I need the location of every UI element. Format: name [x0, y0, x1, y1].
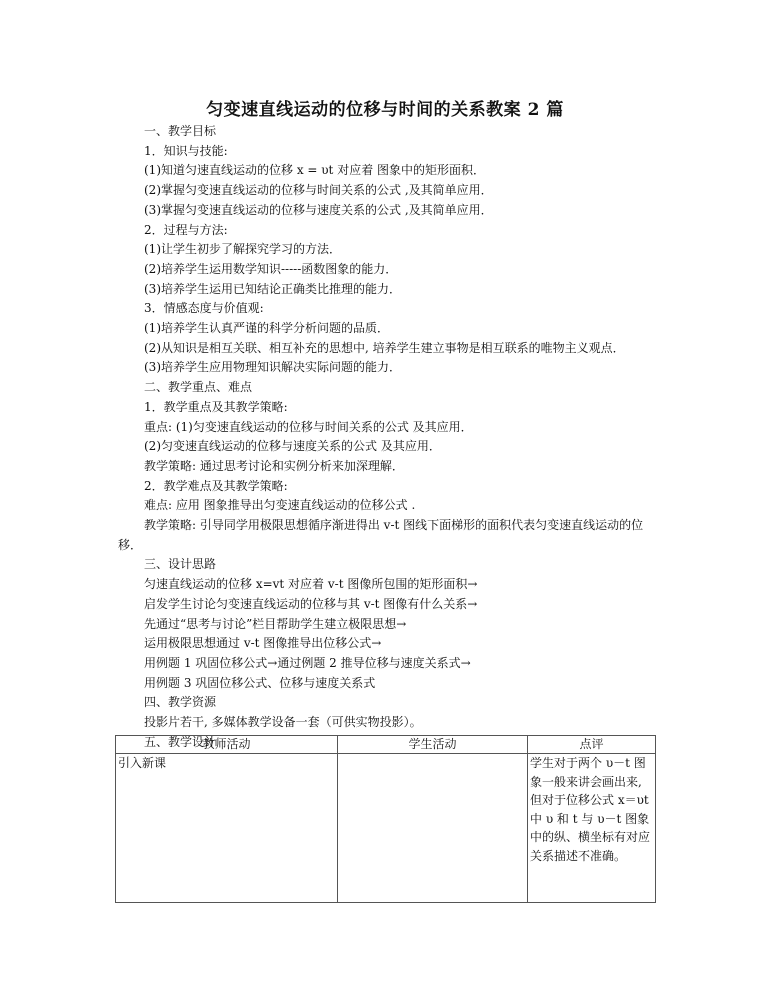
paragraph: (3)培养学生运用已知结论正确类比推理的能力．	[144, 281, 401, 296]
paragraph: 重点: (1)匀变速直线运动的位移与时间关系的公式 及其应用．	[144, 419, 473, 434]
section-heading: 一、教学目标	[144, 124, 217, 138]
paragraph: 用例题 3 巩固位移公式、位移与速度关系式	[144, 675, 376, 690]
section-heading: 三、设计思路	[144, 557, 217, 572]
header-teacher-activity: 教师活动	[116, 736, 338, 754]
subsection-heading: 3．情感态度与价值观:	[144, 301, 264, 316]
paragraph: (1)培养学生认真严谨的科学分析问题的品质．	[144, 321, 389, 336]
paragraph: 投影片若干, 多媒体教学设备一套（可供实物投影）。	[144, 715, 422, 730]
subsection-heading: 1．教学重点及其教学策略:	[144, 399, 288, 414]
paragraph: 启发学生讨论匀变速直线运动的位移与其 v-t 图像有什么关系→	[144, 596, 478, 611]
paragraph: 难点: 应用 图象推导出匀变速直线运动的位移公式 .	[144, 498, 416, 513]
section-heading: 四、教学资源	[144, 695, 217, 710]
document-body	[118, 122, 658, 753]
header-student-activity: 学生活动	[338, 736, 528, 754]
paragraph: (3)培养学生应用物理知识解决实际问题的能力．	[144, 360, 401, 375]
section-heading: 二、教学重点、难点	[144, 380, 253, 395]
header-comment: 点评	[528, 736, 656, 754]
subsection-heading: 1．知识与技能:	[144, 143, 228, 158]
comment-cell: 学生对于两个 υ－t 图象一般来讲会画出来, 但对于位移公式 x＝υt 中 υ 和 t 与 υ－t 图象中的纵、横坐标有对应关系描述不准确。	[528, 754, 656, 903]
paragraph: (2)培养学生运用数学知识-----函数图象的能力．	[144, 261, 398, 276]
paragraph: (2)掌握匀变速直线运动的位移与时间关系的公式 ,及其简单应用．	[144, 183, 493, 198]
teacher-activity-cell: 引入新课	[116, 754, 338, 903]
teaching-design-table	[115, 735, 656, 903]
paragraph: 匀速直线运动的位移 x=vt 对应着 v-t 图像所包围的矩形面积→	[144, 577, 478, 592]
paragraph: (2)从知识是相互关联、相互补充的思想中, 培养学生建立事物是相互联系的唯物主义观点．	[144, 340, 625, 355]
subsection-heading: 2．过程与方法:	[144, 222, 228, 237]
paragraph: (1)知道匀速直线运动的位移 x = υt 对应着 图象中的矩形面积．	[144, 163, 486, 178]
table-header-row	[116, 736, 656, 754]
paragraph: (3)掌握匀变速直线运动的位移与速度关系的公式 ,及其简单应用．	[144, 202, 493, 217]
paragraph: (1)让学生初步了解探究学习的方法．	[144, 242, 341, 257]
paragraph: 教学策略: 通过思考讨论和实例分析来加深理解．	[144, 458, 404, 473]
section-heading: 五、教学设计	[144, 734, 217, 749]
document-title: 匀变速直线运动的位移与时间的关系教案 2 篇	[206, 100, 564, 120]
paragraph: 运用极限思想通过 v-t 图像推导出位移公式→	[144, 636, 382, 651]
subsection-heading: 2．教学难点及其教学策略:	[144, 478, 288, 493]
paragraph: 先通过“思考与讨论”栏目帮助学生建立极限思想→	[144, 616, 407, 631]
table-row	[116, 754, 656, 903]
paragraph: 用例题 1 巩固位移公式→通过例题 2 推导位移与速度关系式→	[144, 655, 471, 670]
paragraph: (2)匀变速直线运动的位移与速度关系的公式 及其应用．	[144, 439, 441, 454]
student-activity-cell	[338, 754, 528, 903]
paragraph: 教学策略: 引导同学用极限思想循序渐进得出 v-t 图线下面梯形的面积代表匀变速直线运动的位移．	[118, 518, 644, 552]
